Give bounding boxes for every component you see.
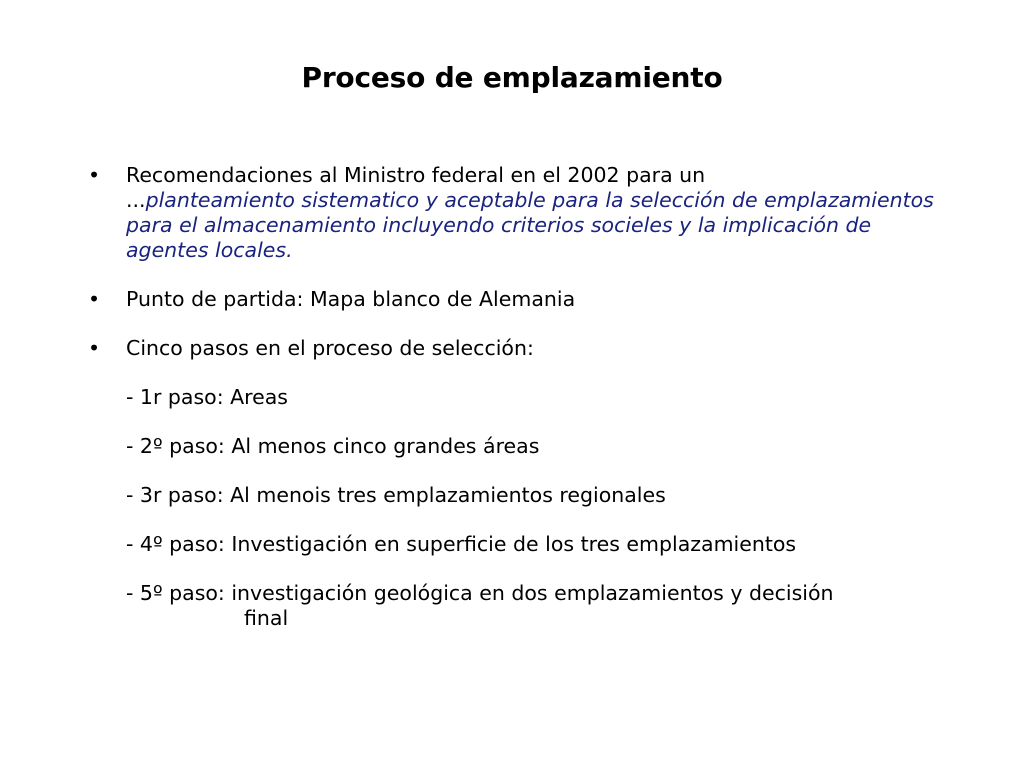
bullet-dot-icon: • xyxy=(88,336,101,360)
step-3: - 3r paso: Al menois tres emplazamientos regionales xyxy=(126,483,666,507)
step-5 xyxy=(88,581,948,631)
step-5-line2: final xyxy=(244,606,289,630)
bullet-text: Punto de partida: Mapa blanco de Alemania xyxy=(126,287,576,311)
bullet-five-steps xyxy=(88,336,948,361)
bullet-dot-icon: • xyxy=(88,163,101,187)
slide-title: Proceso de emplazamiento xyxy=(301,61,723,94)
ellipsis: ... xyxy=(126,188,146,212)
bullet-list xyxy=(88,163,948,655)
bullet-text: Cinco pasos en el proceso de selección: xyxy=(126,336,534,360)
bullet-text: Recomendaciones al Ministro federal en el 2002 para un xyxy=(126,163,706,187)
step-4: - 4º paso: Investigación en superficie de los tres emplazamientos xyxy=(126,532,797,556)
bullet-recommendations xyxy=(88,163,948,263)
bullet-dot-icon: • xyxy=(88,287,101,311)
step-2: - 2º paso: Al menos cinco grandes áreas xyxy=(126,434,540,458)
step-5-line1: - 5º paso: investigación geológica en dos emplazamientos y decisión xyxy=(126,581,834,605)
step-1: - 1r paso: Areas xyxy=(126,385,288,409)
bullet-starting-point xyxy=(88,287,948,312)
bullet-italic-text: planteamiento sistematico y aceptable para la selección de emplazamientos para el almacenamiento incluyendo criterios socieles y la implicación de agentes locales. xyxy=(126,188,934,262)
